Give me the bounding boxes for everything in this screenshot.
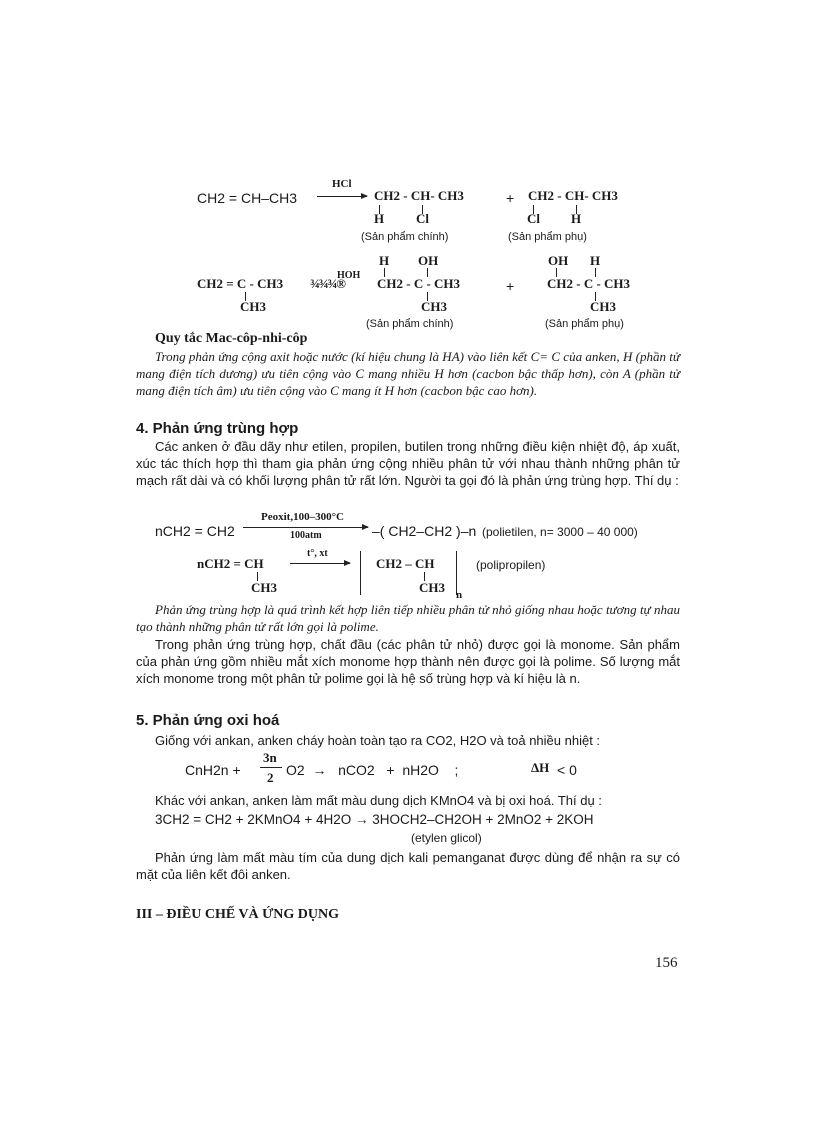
section5-comb-dh-value: < 0: [557, 762, 577, 778]
reaction2-minor-chain: CH2 - C - CH3: [547, 276, 631, 291]
section4-eq1-cond-bottom: 100atm: [290, 530, 322, 541]
reaction1-main-sub-right: Cl: [416, 211, 429, 226]
reaction2-main-top-left: H: [379, 253, 390, 268]
section5-kmno4-caption: (etylen glicol): [411, 831, 482, 845]
reaction2-reactant-sub: CH3: [240, 299, 266, 314]
section4-eq2-arrow: [290, 563, 350, 564]
section5-comb-dh: ΔH: [531, 760, 550, 775]
section4-eq2-note: (polipropilen): [476, 558, 546, 572]
section4-eq1-cond-top: Peoxit,100–300°C: [261, 511, 344, 523]
section5-kmno4-eq: 3CH2 = CH2 + 2KMnO4 + 4H2O → 3HOCH2–CH2OH + 2MnO2 + 2KOH: [155, 812, 594, 827]
reaction1-plus: +: [506, 190, 515, 206]
section5-kmno4-intro: Khác với ankan, anken làm mất màu dung dịch KMnO4 và bị oxi hoá. Thí dụ :: [155, 793, 602, 808]
section5-heading: 5. Phản ứng oxi hoá: [136, 712, 280, 729]
reaction1-main-caption: (Sản phẩm chính): [361, 231, 449, 243]
reaction2-minor-caption: (Sản phẩm phụ): [545, 318, 624, 330]
section4-eq2-left: nCH2 = CH: [197, 556, 264, 571]
reaction2-main-chain: CH2 - C - CH3: [377, 276, 461, 291]
section4-eq1-arrow: [243, 527, 368, 528]
reaction2-reagent: HOH: [337, 270, 361, 281]
section5-comb-den: 2: [267, 770, 274, 785]
section4-eq1-left: nCH2 = CH2: [155, 523, 235, 539]
reaction1-minor-sub-right: H: [571, 211, 582, 226]
reaction2-minor-bottom: CH3: [590, 299, 616, 314]
reaction1-minor-caption: (Sản phẩm phụ): [508, 231, 587, 243]
reaction2-main-bottom: CH3: [421, 299, 447, 314]
reaction2-minor-top-left: OH: [548, 253, 569, 268]
section4-eq2-product-sub: CH3: [419, 580, 445, 595]
reaction2-minor-top-right: H: [590, 253, 601, 268]
section5-intro: Giống với ankan, anken cháy hoàn toàn tạo ra CO2, H2O và toả nhiều nhiệt :: [155, 733, 601, 748]
section5-kmno4-note: Phản ứng làm mất màu tím của dung dịch kali pemanganat được dùng để nhận ra sự có mặt của liên kết đôi anken.: [136, 850, 680, 882]
markovnikov-title: Quy tắc Mac-côp-nhi-côp: [155, 331, 308, 346]
page-number: 156: [655, 955, 678, 971]
section4-eq2-cond: t°, xt: [307, 548, 328, 559]
section5-comb-num: 3n: [263, 750, 277, 765]
markovnikov-text: Trong phản ứng cộng axit hoặc nước (kí hiệu chung là HA) vào liên kết C= C của anken, H (phần tử mang điện tích dương) ưu tiên cộng vào C mang nhiều H hơn (cacbon bậc thấp hơn), còn A (phần tử mang điện tích âm) ưu tiên cộng vào C mang ít H hơn (cacbon bậc cao hơn).: [136, 349, 680, 398]
section3-heading: III – ĐIỀU CHẾ VÀ ỨNG DỤNG: [136, 907, 340, 922]
section4-eq2-left-sub: CH3: [251, 580, 277, 595]
reaction1-reactant: CH2 = CH–CH3: [197, 190, 297, 206]
reaction1-main-sub-left: H: [374, 211, 385, 226]
reaction1-minor-sub-left: Cl: [527, 211, 540, 226]
reaction2-main-top-right: OH: [418, 253, 439, 268]
fraction-bar: [260, 767, 282, 768]
reaction1-main-chain: CH2 - CH- CH3: [374, 188, 464, 203]
reaction1-arrow: [317, 196, 367, 197]
reaction2-reactant: CH2 = C - CH3: [197, 276, 284, 291]
section4-eq2-product: CH2 – CH: [376, 556, 435, 571]
reaction2-plus: +: [506, 278, 515, 294]
section4-heading: 4. Phản ứng trùng hợp: [136, 420, 299, 437]
bracket-left: [360, 551, 375, 595]
section4-eq1-product: –( CH2–CH2 )–n: [372, 523, 477, 539]
reaction2-main-caption: (Sản phẩm chính): [366, 318, 454, 330]
section4-intro: Các anken ở đầu dãy như etilen, propilen, butilen trong những điều kiện nhiệt độ, áp xuất, xúc tác thích hợp thì tham gia phản ứng cộng nhiều phân tử với nhau thành những phân tử mạch rất dài và có khối lượng phân tử rất lớn. Người ta gọi đó là phản ứng trùng hợp. Thí dụ :: [136, 439, 680, 488]
reaction1-minor-chain: CH2 - CH- CH3: [528, 188, 618, 203]
section5-comb-left: CnH2n +: [185, 762, 241, 778]
section4-definition: Phản ứng trùng hợp là quá trình kết hợp liên tiếp nhiều phân tử nhỏ giống nhau hoặc tương tự nhau tạo thành những phân tử rất lớn gọi là polime.: [136, 602, 680, 634]
section4-details: Trong phản ứng trùng hợp, chất đầu (các phân tử nhỏ) được gọi là monome. Sản phẩm của phản ứng gồm nhiều mắt xích monome hợp thành nên được gọi là polime. Số lượng mắt xích monome trong một phân tử polime gọi là hệ số trùng hợp và kí hiệu là n.: [136, 637, 680, 686]
section4-eq2-n: n: [456, 589, 463, 601]
reaction2-arrow-garble: ¾¾¾®: [310, 276, 345, 291]
reaction1-reagent: HCl: [332, 178, 352, 190]
section5-comb-rest: O2 → nCO2 + nH2O ;: [286, 762, 459, 778]
section4-eq1-note: (polietilen, n= 3000 – 40 000): [482, 525, 638, 539]
